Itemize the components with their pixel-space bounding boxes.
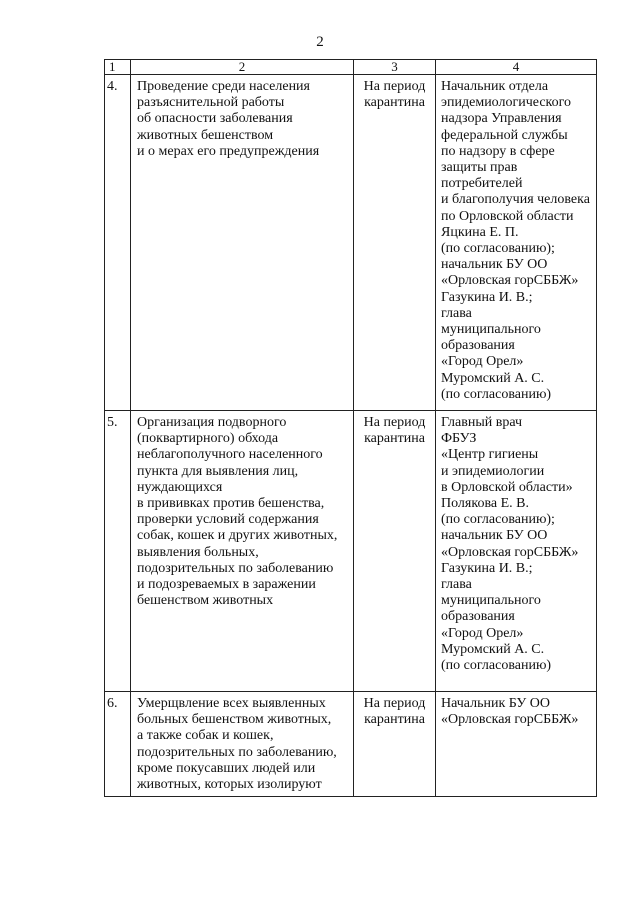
action-line: проверки условий содержания [137,512,319,528]
responsible-line: «Город Орел» [441,354,524,370]
responsible-line: Полякова Е. В. [441,496,529,512]
responsible-line: Начальник отдела [441,79,549,94]
action-line: и о мерах его предупреждения [137,143,320,159]
term-line: На период [363,79,426,94]
responsible-line: и благополучия человека [441,192,590,208]
action-line: и подозреваемых в заражении [137,577,316,593]
action-line: неблагополучного населенного [137,447,323,463]
header-cell-1: 1 [105,60,131,75]
responsible-line: потребителей [441,176,523,192]
responsible-line: в Орловской области» [441,479,573,495]
responsible-line: глава [441,305,472,321]
responsible-line: Газукина И. В.; [441,289,533,305]
measures-table [104,59,597,797]
responsible-line: Главный врач [441,415,523,430]
action-cell [131,411,354,692]
responsible-line: образования [441,338,515,354]
responsible-line: эпидемиологического [441,95,572,111]
table-header-row [105,60,597,75]
responsible-cell [436,75,597,411]
term-cell [354,75,436,411]
responsible-line: начальник БУ ОО [441,528,548,544]
term-line: карантина [364,431,425,447]
responsible-line: надзора Управления [441,111,562,127]
action-line: животных бешенством [137,127,274,143]
action-line: кроме покусавших людей или [137,760,316,776]
responsible-line: «Орловская горСББЖ» [441,544,579,560]
responsible-line: глава [441,577,472,593]
responsible-line: образования [441,609,515,625]
term-line: карантина [364,712,425,728]
responsible-line: Газукина И. В.; [441,560,533,576]
responsible-cell [436,411,597,692]
action-line: собак, кошек и других животных, [137,528,338,544]
responsible-line: Муромский А. С. [441,370,545,386]
term-cell [354,411,436,692]
responsible-line: Начальник БУ ОО [441,696,550,711]
action-line: пункта для выявления лиц, [137,463,299,479]
action-line: бешенством животных [137,593,274,609]
action-line: животных, которых изолируют [137,777,322,793]
responsible-line: «Город Орел» [441,625,524,641]
responsible-line: по Орловской области [441,208,574,224]
action-line: об опасности заболевания [137,111,293,127]
action-cell [131,692,354,797]
table-row [105,411,597,692]
action-cell [131,75,354,411]
table-row [105,692,597,797]
row-number: 6. [105,692,131,797]
page-number: 2 [316,34,324,50]
term-cell [354,692,436,797]
responsible-line: муниципального [441,593,541,609]
responsible-line: (по согласованию); [441,241,555,257]
row-number: 5. [105,411,131,692]
responsible-line: Яцкина Е. П. [441,224,519,240]
responsible-line: «Центр гигиены [441,447,539,463]
responsible-line: защиты прав [441,160,518,176]
responsible-cell [436,692,597,797]
responsible-line: по надзору в сфере [441,143,555,159]
action-line: Умерщвление всех выявленных [137,696,326,711]
action-line: (поквартирного) обхода [137,431,279,447]
table-row [105,75,597,411]
term-line: карантина [364,95,425,111]
responsible-line: (по согласованию) [441,658,552,674]
action-line: разъяснительной работы [137,95,285,111]
action-line: Организация подворного [137,415,287,430]
action-line: нуждающихся [137,479,223,495]
term-line: На период [363,696,426,711]
responsible-line: начальник БУ ОО [441,257,548,273]
responsible-line: ФБУЗ [441,431,477,447]
action-line: больных бешенством животных, [137,712,332,728]
responsible-line: «Орловская горСББЖ» [441,273,579,289]
responsible-line: (по согласованию); [441,512,555,528]
header-cell-3: 3 [354,60,436,75]
responsible-line: муниципального [441,322,541,338]
action-line: подозрительных по заболеванию, [137,744,337,760]
header-cell-2: 2 [131,60,354,75]
responsible-line: «Орловская горСББЖ» [441,712,579,728]
header-cell-4: 4 [436,60,597,75]
action-line: а также собак и кошек, [137,728,274,744]
row-number: 4. [105,75,131,411]
responsible-line: и эпидемиологии [441,463,545,479]
action-line: выявления больных, [137,544,259,560]
responsible-line: федеральной службы [441,127,568,143]
action-line: подозрительных по заболеванию [137,560,334,576]
responsible-line: (по согласованию) [441,386,552,402]
action-line: в прививках против бешенства, [137,496,325,512]
term-line: На период [363,415,426,430]
responsible-line: Муромский А. С. [441,641,545,657]
action-line: Проведение среди населения [137,79,310,94]
